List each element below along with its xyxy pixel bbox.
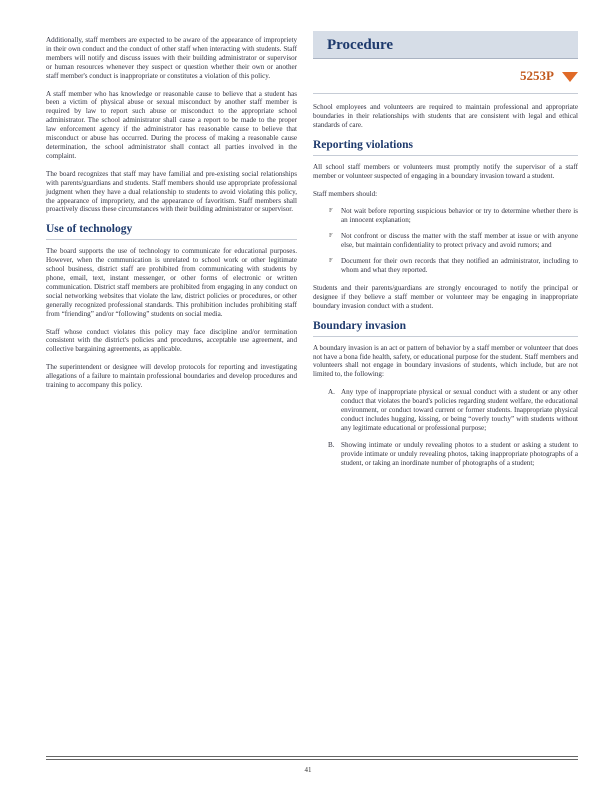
paragraph-protocols: The superintendent or designee will develop protocols for reporting and investigating allegations of a failure to maintain professional boundaries and develop procedures and training to accompany this policy.	[46, 363, 297, 390]
paragraph-dual-relationships: The board recognizes that staff may have familial and pre-existing social relationships with parents/guardians and students. Staff members should use appropriate professional judgment when they have a dual relationship to students to avoid violating this policy, the appearance of impropriety, and the appearance of favoritism. Staff members shall proactively discuss these circumstances with their building administrator or supervisor.	[46, 169, 297, 214]
list-item	[313, 441, 578, 468]
heading-reporting-violations: Reporting violations	[313, 139, 578, 156]
list-item-text: Any type of inappropriate physical or sexual conduct with a student or any other conduct that violates the board's policies regarding student welfare, the educational environment, or conduct toward current or former students. Inappropriate physical conduct includes hugging, kissing, or being “overly touchy” with students without any legitimate educational or professional purpose;	[341, 388, 578, 432]
paragraph-encourage: Students and their parents/guardians are strongly encouraged to notify the principal or designee if they believe a staff member or volunteer may be engaging in inappropriate boundary invasion conduct with a student.	[313, 283, 578, 310]
bullet-marker: F	[329, 257, 333, 265]
paragraph-boundary: A boundary invasion is an act or pattern of behavior by a staff member or volunteer that does not have a bona fide health, safety, or educational purpose for the student. Staff members and volunteers shall not engage in boundary invasions of students, which include, but are not limited to, the following:	[313, 343, 578, 379]
paragraph-discipline: Staff whose conduct violates this policy may face discipline and/or termination consistent with the district's policies and procedures, acceptable use agreement, and collective bargaining agreements, as applicable.	[46, 327, 297, 354]
item-letter: A.	[328, 388, 335, 397]
heading-use-of-technology: Use of technology	[46, 223, 297, 240]
footer-line	[46, 756, 578, 757]
left-column	[46, 36, 297, 399]
paragraph-staff-should: Staff members should:	[313, 189, 378, 198]
footer-rules	[46, 756, 578, 760]
bullet-list	[313, 207, 578, 274]
paragraph-technology: The board supports the use of technology to communicate for educational purposes. However, when the communication is unrelated to school work or other legitimate school business, district staff are prohibited from communicating with students by phone, email, text, instant messenger, or other forms of electronic or written communication. District staff members are prohibited from engaging in any conduct on social networking websites that violate the law, district policies or procedures, or other generally recognized professional standards. This prohibition includes prohibiting staff from “friending” and/or “following” students on social media.	[46, 247, 297, 318]
list-item-text: Not wait before reporting suspicious behavior or try to determine whether there is an innocent explanation;	[341, 207, 578, 225]
list-item-text: Showing intimate or unduly revealing photos to a student or asking a student to provide intimate or unduly revealing photos, taking inappropriate photographs of a student, or taking an inordinate number of photographs of a student;	[341, 440, 578, 467]
policy-number-row	[313, 59, 578, 93]
list-item	[313, 232, 578, 250]
procedure-banner	[313, 31, 578, 59]
procedure-title: Procedure	[327, 37, 394, 53]
paragraph-report: All school staff members or volunteers must promptly notify the supervisor of a staff member or volunteer suspected of engaging in a boundary invasion toward a student.	[313, 162, 578, 180]
item-letter: B.	[328, 440, 335, 449]
list-item	[313, 207, 578, 225]
divider	[313, 93, 578, 94]
page-number: 41	[304, 766, 312, 774]
paragraph-reporting-abuse: A staff member who has knowledge or reasonable cause to believe that a student has been a victim of physical abuse or sexual misconduct by another staff member is required by law to report such abuse or misconduct to the appropriate school administrator. The school administrator shall cause a report to be made to the proper law enforcement agency if the administrator has reasonable cause to believe that misconduct or abuse has occurred. During the process of making a reasonable cause determination, the school administrator shall contact all parties involved in the complaint.	[46, 89, 297, 160]
list-item-text: Not confront or discuss the matter with the staff member at issue or with anyone else, but maintain confidentiality to protect privacy and avoid rumors; and	[341, 232, 578, 250]
heading-boundary-invasion: Boundary invasion	[313, 320, 578, 337]
right-column	[313, 36, 578, 475]
triangle-down-icon	[562, 72, 578, 82]
footer-line	[46, 759, 578, 760]
bullet-marker: F	[329, 232, 333, 240]
list-item	[313, 388, 578, 433]
list-item	[313, 257, 578, 275]
paragraph-intro: School employees and volunteers are required to maintain professional and appropriate boundaries in their relationships with students that are consistent with legal and ethical standards of care.	[313, 103, 578, 129]
bullet-marker: F	[329, 207, 333, 215]
lettered-list	[313, 388, 578, 467]
list-item-text: Document for their own records that they notified an administrator, including to whom and what they reported.	[341, 257, 578, 274]
policy-number: 5253P	[520, 68, 554, 83]
paragraph-impropriety: Additionally, staff members are expected to be aware of the appearance of impropriety in their own conduct and the conduct of other staff when interacting with students. Staff members will notify and discuss issues with their building administrator or supervisor or human resources whenever they suspect or question whether their own or another staff member's conduct is inappropriate or constitutes a violation of this policy.	[46, 36, 297, 80]
